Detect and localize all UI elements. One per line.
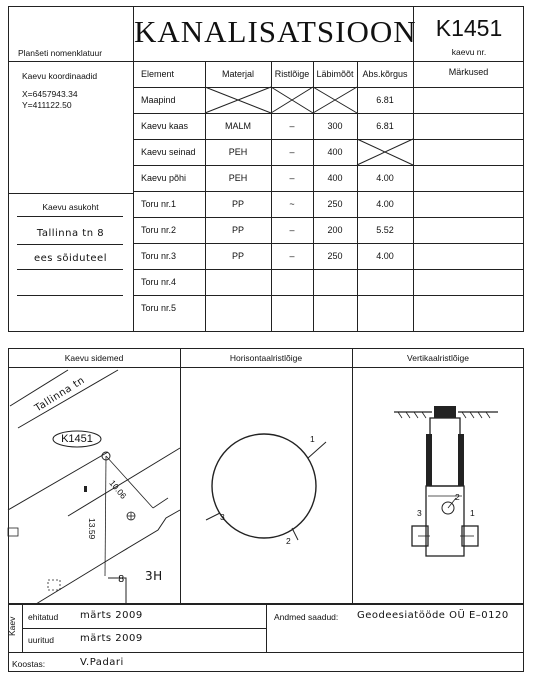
not-applicable-cross [357, 139, 413, 165]
col-header-material: Materjal [221, 69, 254, 79]
distance-1: 10.06 [107, 478, 129, 501]
table-cell-cross: – [289, 173, 295, 183]
vertical-pipe-label-1: 1 [470, 508, 475, 518]
vertical-section-label: Vertikaalristlõige [407, 353, 469, 363]
horizontal-section-label: Horisontaalristlõige [229, 353, 303, 363]
source-label: Andmed saadud: [274, 612, 339, 622]
table-row-element: Maapind [141, 95, 176, 105]
vertical-section-drawing [352, 368, 524, 604]
table-cell-diameter: 400 [327, 173, 343, 183]
table-cell-abs: 6.81 [376, 121, 394, 131]
table-row-element: Toru nr.5 [141, 303, 177, 313]
table-cell-diameter: 200 [327, 225, 343, 235]
created-value: märts 2009 [80, 610, 143, 621]
coord-y: Y=411122.50 [22, 100, 72, 110]
house-number: 8 [118, 574, 125, 585]
table-row-element: Toru nr.4 [141, 277, 177, 287]
col-header-cross: Ristlõige [274, 69, 310, 79]
table-cell-material: PP [231, 251, 244, 261]
street-name: Tallinna tn [33, 374, 87, 415]
author-label: Koostas: [12, 659, 46, 669]
table-row-element: Toru nr.3 [141, 251, 177, 261]
col-header-element: Element [141, 69, 175, 79]
pipe-label-3: 3 [220, 512, 225, 522]
vertical-pipe-label-2: 2 [455, 492, 460, 502]
coords-label: Kaevu koordinaadid [22, 71, 98, 81]
col-header-notes: Märkused [448, 67, 489, 77]
horizontal-section-drawing [180, 368, 352, 604]
col-header-abs: Abs.kõrgus [362, 69, 408, 79]
col-header-diameter: Läbimõõt [316, 69, 354, 79]
footer-side-label: Kaev [7, 616, 17, 636]
table-cell-cross: ~ [289, 199, 295, 209]
surveyed-value: märts 2009 [80, 633, 143, 644]
table-cell-material: MALM [224, 121, 251, 131]
table-cell-cross: – [289, 121, 295, 131]
location-label: Kaevu asukoht [42, 202, 99, 212]
surveyed-label: uuritud [28, 635, 54, 645]
vertical-pipe-label-3: 3 [417, 508, 422, 518]
table-cell-material: PP [231, 225, 244, 235]
well-tag: K1451 [61, 433, 93, 445]
table-cell-material: PEH [228, 147, 248, 157]
well-id-label: kaevu nr. [451, 47, 487, 57]
table-row-element: Kaevu seinad [141, 147, 196, 157]
source-value: Geodeesiatööde OÜ E–0120 [357, 610, 509, 621]
table-cell-abs: 4.00 [376, 251, 394, 261]
not-applicable-cross [205, 87, 357, 113]
table-cell-cross: – [289, 225, 295, 235]
pipe-label-2: 2 [286, 536, 291, 546]
table-row-element: Kaevu põhi [141, 173, 187, 183]
table-cell-abs: 5.52 [376, 225, 394, 235]
table-cell-abs: 4.00 [376, 199, 394, 209]
table-cell-diameter: 300 [327, 121, 343, 131]
created-label: ehitatud [28, 612, 59, 622]
table-row-element: Kaevu kaas [141, 121, 189, 131]
table-cell-diameter: 250 [327, 251, 343, 261]
author-value: V.Padari [80, 657, 124, 668]
location-line1: Tallinna tn 8 [36, 228, 105, 239]
distance-2: 13.59 [87, 518, 97, 540]
coord-x: X=6457943.34 [22, 89, 78, 99]
table-row-element: Toru nr.1 [141, 199, 177, 209]
table-cell-material: PP [231, 199, 244, 209]
table-row-element: Toru nr.2 [141, 225, 177, 235]
house-code: 3H [145, 569, 163, 583]
table-cell-cross: – [289, 251, 295, 261]
nomenclature-label: Planšeti nomenklatuur [18, 48, 103, 58]
table-cell-diameter: 250 [327, 199, 343, 209]
pipe-label-1: 1 [310, 434, 315, 444]
location-line2: ees sõiduteel [34, 253, 107, 264]
table-cell-diameter: 400 [327, 147, 343, 157]
site-plan-label: Kaevu sidemed [64, 353, 124, 363]
table-cell-cross: – [289, 147, 295, 157]
table-cell-abs: 6.81 [376, 95, 394, 105]
well-id: K1451 [435, 15, 503, 41]
table-cell-material: PEH [228, 173, 248, 183]
page-title: KANALISATSIOON [134, 14, 417, 49]
table-cell-abs: 4.00 [376, 173, 394, 183]
